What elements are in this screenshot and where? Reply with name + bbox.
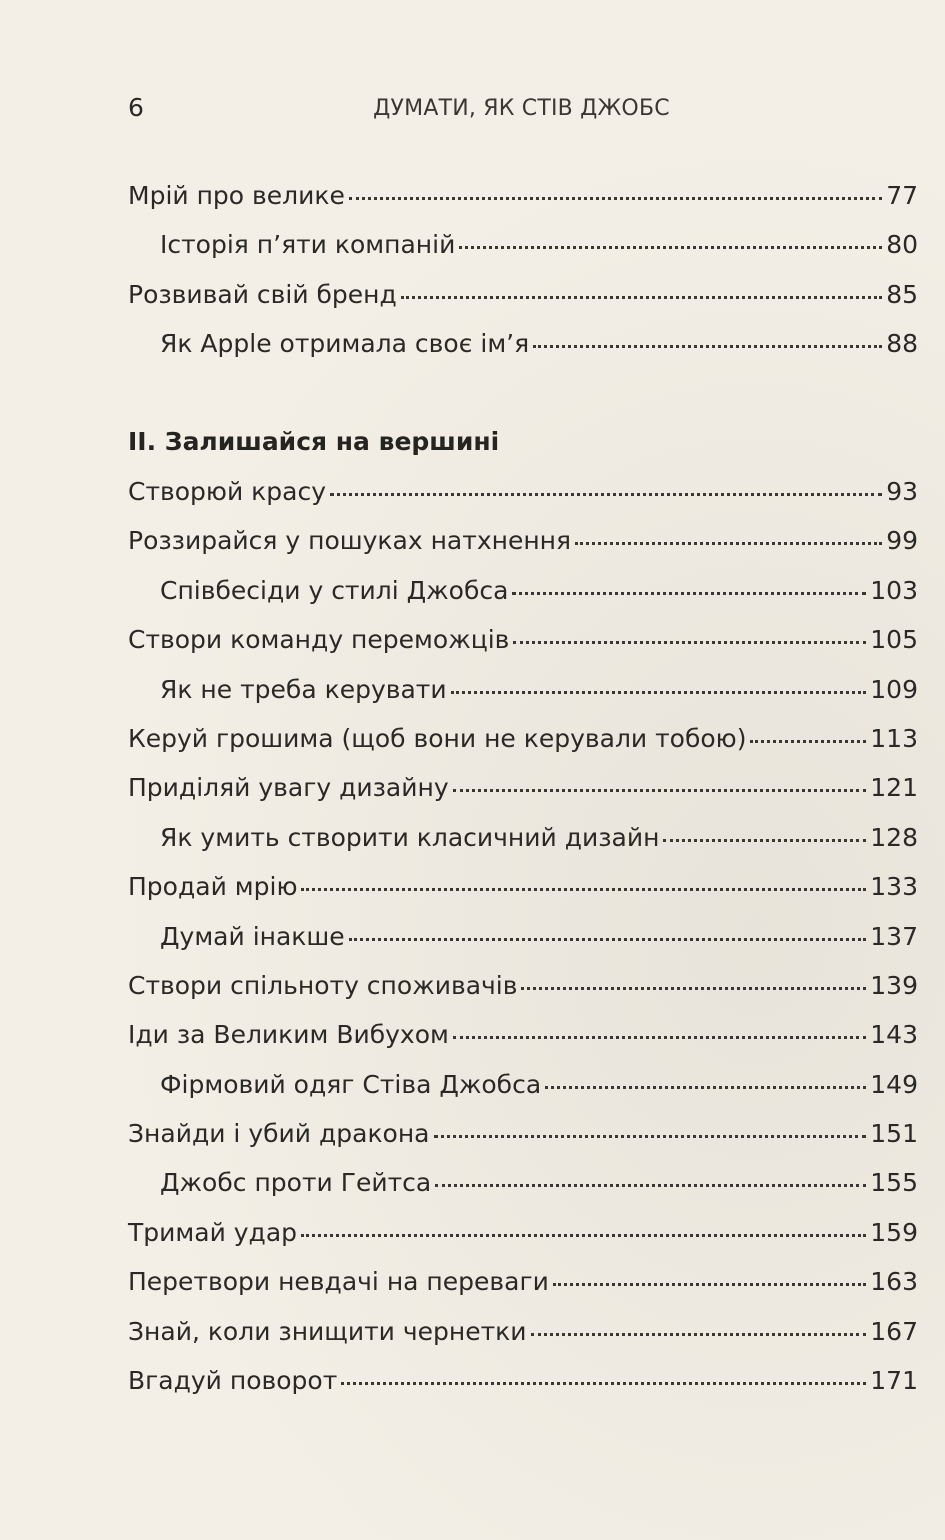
toc-entry xyxy=(128,1015,918,1064)
toc-entry-page: 163 xyxy=(870,1267,918,1297)
toc-entry xyxy=(128,472,918,521)
toc-entry xyxy=(128,620,918,669)
toc-entry-title: Мрій про велике xyxy=(128,181,345,210)
toc-entry-title: Продай мрію xyxy=(128,872,298,902)
toc-entry-title: Роззирайся у пошуках натхнення xyxy=(128,526,572,556)
toc-subentry xyxy=(128,670,918,719)
toc-entry-page: 103 xyxy=(870,575,918,605)
dot-leader xyxy=(663,839,866,842)
dot-leader xyxy=(545,1086,866,1089)
toc-entry-page: 155 xyxy=(870,1168,918,1198)
toc-list-part-a xyxy=(128,176,918,374)
dot-leader xyxy=(349,938,867,941)
dot-leader xyxy=(575,542,882,545)
toc-entry-page: 113 xyxy=(870,723,918,753)
toc-entry-page: 167 xyxy=(870,1316,918,1346)
toc-entry-page: 93 xyxy=(886,477,918,506)
toc-subentry xyxy=(128,324,918,373)
toc-entry xyxy=(128,1114,918,1163)
toc-entry xyxy=(128,867,918,916)
dot-leader xyxy=(453,1036,866,1039)
toc-entry xyxy=(128,1361,918,1410)
toc-entry xyxy=(128,1213,918,1262)
toc-entry-title: Створюй красу xyxy=(128,477,326,506)
toc-entry-title: Розвивай свій бренд xyxy=(128,279,397,309)
dot-leader xyxy=(349,197,882,200)
page-number: 6 xyxy=(128,93,144,122)
toc-entry-title: Як Apple отримала своє ім’я xyxy=(160,329,530,359)
toc-entry-title: Іди за Великим Вибухом xyxy=(128,1020,449,1050)
dot-leader xyxy=(531,1333,867,1336)
toc-entry-page: 80 xyxy=(886,230,918,260)
toc-entry-title: Історія п’яти компаній xyxy=(160,230,456,260)
toc-list-part-b xyxy=(128,472,918,1410)
toc-entry xyxy=(128,966,918,1015)
toc-entry-page: 99 xyxy=(886,526,918,556)
dot-leader xyxy=(330,493,882,496)
running-head: ДУМАТИ, ЯК СТІВ ДЖОБС xyxy=(373,96,670,121)
toc-entry-page: 151 xyxy=(870,1119,918,1149)
toc-entry-page: 143 xyxy=(870,1020,918,1050)
toc-subentry xyxy=(128,225,918,274)
toc-entry-title: Приділяй увагу дизайну xyxy=(128,773,449,803)
toc-entry-title: Як умить створити класичний дизайн xyxy=(160,822,660,852)
toc-entry-page: 139 xyxy=(870,970,918,1000)
toc-entry-page: 149 xyxy=(870,1069,918,1099)
toc-entry xyxy=(128,719,918,768)
toc-entry-page: 137 xyxy=(870,921,918,951)
toc-entry-page: 159 xyxy=(870,1217,918,1247)
dot-leader xyxy=(434,1135,867,1138)
toc-entry-title: Створи спільноту споживачів xyxy=(128,970,518,1000)
toc-subentry xyxy=(128,571,918,620)
toc-entry-page: 133 xyxy=(870,872,918,902)
dot-leader xyxy=(533,345,882,348)
toc-entry-page: 128 xyxy=(870,822,918,852)
dot-leader xyxy=(301,1234,866,1237)
toc-entry xyxy=(128,1312,918,1361)
toc-entry-page: 171 xyxy=(870,1366,918,1396)
toc-entry-title: Тримай удар xyxy=(128,1217,298,1247)
toc-entry-title: Фірмовий одяг Стіва Джобса xyxy=(160,1069,542,1099)
toc-subentry xyxy=(128,1163,918,1212)
toc-subentry xyxy=(128,1065,918,1114)
dot-leader xyxy=(553,1283,866,1286)
toc-entry xyxy=(128,1262,918,1311)
dot-leader xyxy=(512,592,866,595)
toc-entry xyxy=(128,176,918,225)
toc-entry-title: Знай, коли знищити чернетки xyxy=(128,1316,527,1346)
toc-entry xyxy=(128,521,918,570)
toc-entry-title: Як не треба керувати xyxy=(160,674,447,704)
dot-leader xyxy=(521,987,866,990)
dot-leader xyxy=(459,246,882,249)
toc-entry-title: Перетвори невдачі на переваги xyxy=(128,1267,549,1297)
toc-entry-title: Думай інакше xyxy=(160,921,345,951)
dot-leader xyxy=(401,296,882,299)
toc-entry-page: 105 xyxy=(870,625,918,655)
toc-entry-title: Вгадуй поворот xyxy=(128,1366,338,1396)
toc-entry-title: Керуй грошима (щоб вони не керували тобою) xyxy=(128,723,747,753)
dot-leader xyxy=(750,740,866,743)
toc-entry-title: Джобс проти Гейтса xyxy=(160,1168,432,1198)
toc-entry xyxy=(128,768,918,817)
dot-leader xyxy=(451,691,867,694)
section-heading: II. Залишайся на вершині xyxy=(128,427,500,456)
toc-subentry xyxy=(128,917,918,966)
toc-entry-page: 109 xyxy=(870,674,918,704)
dot-leader xyxy=(301,888,866,891)
toc-entry-page: 77 xyxy=(886,181,918,210)
toc-entry-page: 88 xyxy=(886,329,918,359)
toc-entry-title: Створи команду переможців xyxy=(128,625,510,655)
toc-entry xyxy=(128,275,918,324)
toc-entry-page: 85 xyxy=(886,279,918,309)
toc-entry-page: 121 xyxy=(870,773,918,803)
toc-subentry xyxy=(128,818,918,867)
dot-leader xyxy=(341,1382,866,1385)
toc-entry-title: Знайди і убий дракона xyxy=(128,1119,430,1149)
dot-leader xyxy=(513,641,866,644)
dot-leader xyxy=(453,789,867,792)
dot-leader xyxy=(435,1184,866,1187)
toc-entry-title: Співбесіди у стилі Джобса xyxy=(160,575,509,605)
